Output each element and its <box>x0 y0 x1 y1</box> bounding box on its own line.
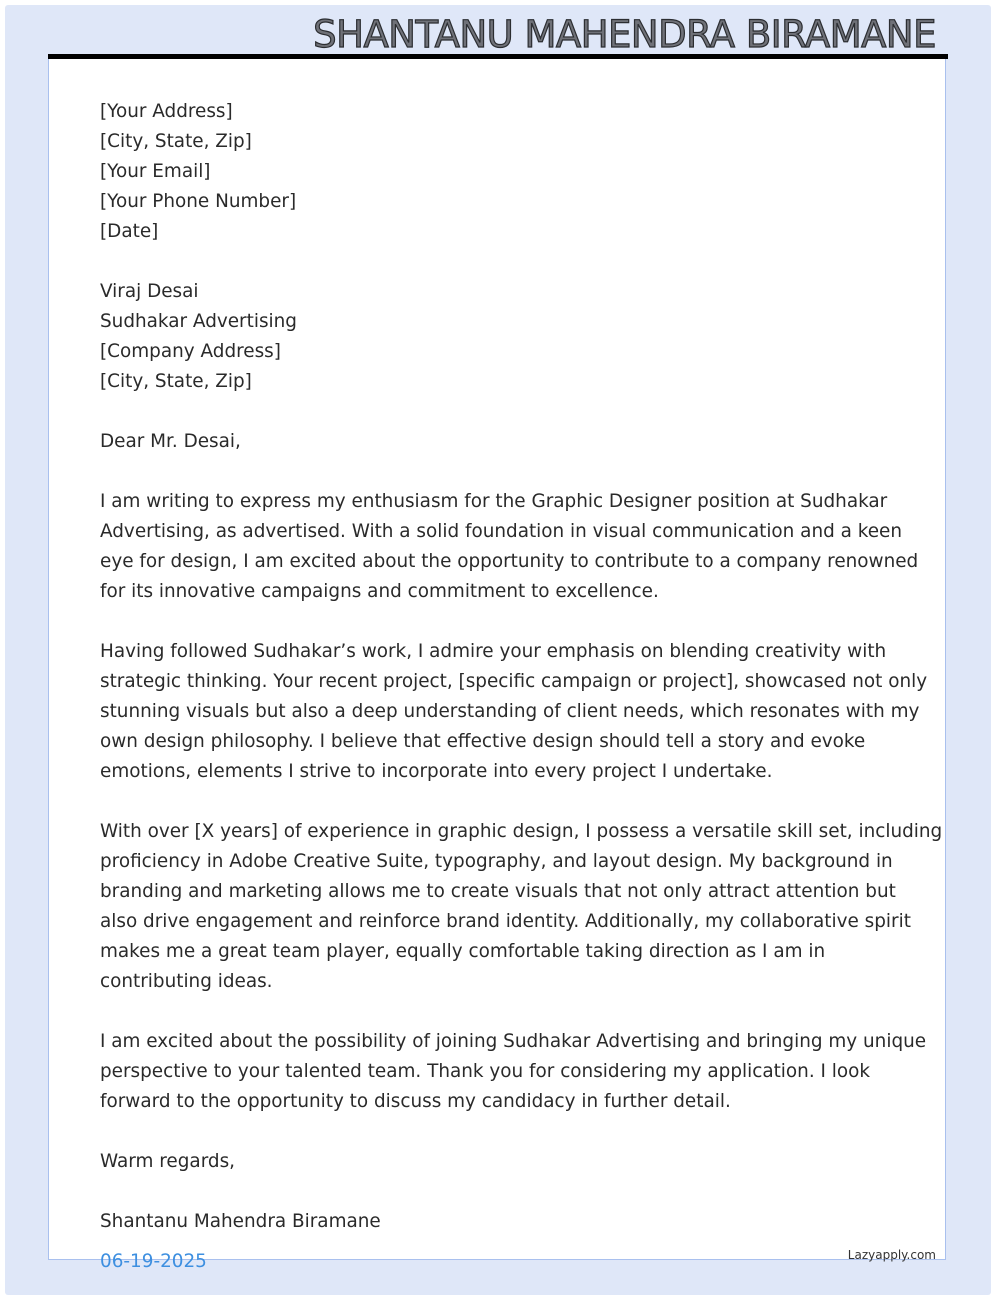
sender-address: [Your Address] <box>100 101 233 122</box>
paragraph-line: own design philosophy. I believe that effective design should tell a story and evoke <box>100 731 866 752</box>
paragraph-line: perspective to your talented team. Thank you for considering my application. I look <box>100 1061 871 1082</box>
candidate-name: SHANTANU MAHENDRA BIRAMANE <box>313 13 936 56</box>
letter-body <box>100 97 943 1237</box>
recipient-address: [Company Address] <box>100 341 281 362</box>
salutation: Dear Mr. Desai, <box>100 431 241 452</box>
paragraph-line: I am writing to express my enthusiasm for the Graphic Designer position at Sudhakar <box>100 491 888 512</box>
sender-block <box>100 97 900 247</box>
paragraph-line: proficiency in Adobe Creative Suite, typography, and layout design. My background in <box>100 851 893 872</box>
paragraph-company-interest <box>100 637 928 787</box>
paragraph-line: for its innovative campaigns and commitment to excellence. <box>100 581 659 602</box>
spacer <box>100 1117 900 1147</box>
paragraph-closing <box>100 1027 927 1117</box>
paragraph-line: Having followed Sudhakar’s work, I admire your emphasis on blending creativity with <box>100 641 887 662</box>
paragraph-line: I am excited about the possibility of joining Sudhakar Advertising and bringing my unique <box>100 1031 927 1052</box>
spacer <box>100 457 900 487</box>
paragraph-line: With over [X years] of experience in graphic design, I possess a versatile skill set, including <box>100 821 943 842</box>
recipient-block <box>100 277 900 397</box>
watermark: Lazyapply.com <box>847 1248 936 1262</box>
paragraph-line: eye for design, I am excited about the opportunity to contribute to a company renowned <box>100 551 919 572</box>
paragraph-intro <box>100 487 919 607</box>
spacer <box>100 247 900 277</box>
recipient-city-state-zip: [City, State, Zip] <box>100 371 252 392</box>
sender-phone: [Your Phone Number] <box>100 191 297 212</box>
paragraph-line: emotions, elements I strive to incorporate into every project I undertake. <box>100 761 773 782</box>
sender-city-state-zip: [City, State, Zip] <box>100 131 252 152</box>
paragraph-line: branding and marketing allows me to create visuals that not only attract attention but <box>100 881 896 902</box>
paragraph-line: Advertising, as advertised. With a solid foundation in visual communication and a keen <box>100 521 903 542</box>
paragraph-line: makes me a great team player, equally comfortable taking direction as I am in <box>100 941 826 962</box>
paragraph-line: forward to the opportunity to discuss my candidacy in further detail. <box>100 1091 731 1112</box>
signature: Shantanu Mahendra Biramane <box>100 1211 381 1232</box>
paragraph-line: contributing ideas. <box>100 971 273 992</box>
closing: Warm regards, <box>100 1151 236 1172</box>
recipient-name: Viraj Desai <box>100 281 199 302</box>
paragraph-experience <box>100 817 943 997</box>
spacer <box>100 997 900 1027</box>
spacer <box>100 607 900 637</box>
spacer <box>100 1177 900 1207</box>
spacer <box>100 397 900 427</box>
recipient-company: Sudhakar Advertising <box>100 311 297 332</box>
paragraph-line: strategic thinking. Your recent project, [specific campaign or project], showcased not only <box>100 671 928 692</box>
sender-date: [Date] <box>100 221 159 242</box>
letter-date: 06-19-2025 <box>100 1251 207 1272</box>
paragraph-line: also drive engagement and reinforce brand identity. Additionally, my collaborative spirit <box>100 911 911 932</box>
spacer <box>100 787 900 817</box>
paragraph-line: stunning visuals but also a deep understanding of client needs, which resonates with my <box>100 701 920 722</box>
sender-email: [Your Email] <box>100 161 211 182</box>
